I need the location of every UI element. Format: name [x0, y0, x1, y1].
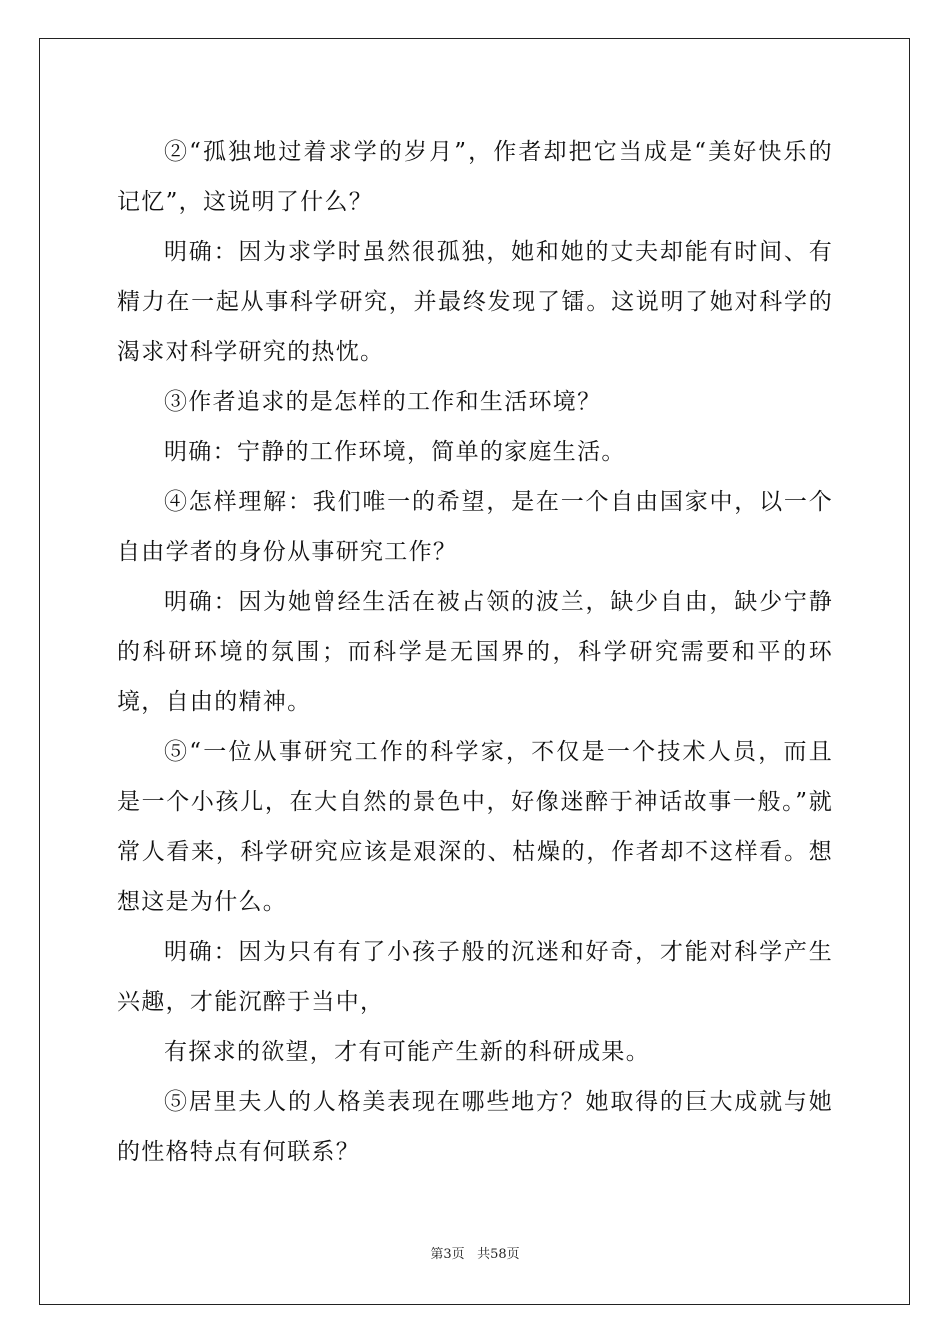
paragraph-question-5: ⑤“一位从事研究工作的科学家，不仅是一个技术人员，而且是一个小孩儿，在大自然的景色中，好像迷醉于神话故事一般。”就常人看来，科学研究应该是艰深的、枯燥的，作者却不这样看。想想这是为什么。: [117, 739, 833, 915]
paragraph-question-3: ③作者追求的是怎样的工作和生活环境？: [164, 389, 602, 415]
paragraph-question-4: ④怎样理解：我们唯一的希望，是在一个自由国家中，以一个自由学者的身份从事研究工作？: [117, 489, 833, 565]
page-footer: [0, 1245, 950, 1265]
paragraph-answer-3: 明确：宁静的工作环境，简单的家庭生活。: [164, 439, 626, 465]
paragraph-answer-4: 明确：因为她曾经生活在被占领的波兰，缺少自由，缺少宁静的科研环境的氛围；而科学是无国界的，科学研究需要和平的环境，自由的精神。: [117, 589, 833, 715]
page-number: 第3页: [430, 1247, 465, 1262]
paragraph-question-6: ⑤居里夫人的人格美表现在哪些地方？她取得的巨大成就与她的性格特点有何联系？: [117, 1089, 833, 1165]
paragraph-question-2: ②“孤独地过着求学的岁月”，作者却把它当成是“美好快乐的记忆”，这说明了什么？: [117, 139, 833, 215]
document-body: [117, 127, 833, 1177]
page-total: 共58页: [477, 1247, 520, 1262]
paragraph-answer-5-continued: 有探求的欲望，才有可能产生新的科研成果。: [164, 1039, 650, 1065]
paragraph-answer-5: 明确：因为只有有了小孩子般的沉迷和好奇，才能对科学产生兴趣，才能沉醉于当中，: [117, 939, 833, 1015]
paragraph-answer-2: 明确：因为求学时虽然很孤独，她和她的丈夫却能有时间、有精力在一起从事科学研究，并最终发现了镭。这说明了她对科学的渴求对科学研究的热忱。: [117, 239, 833, 365]
